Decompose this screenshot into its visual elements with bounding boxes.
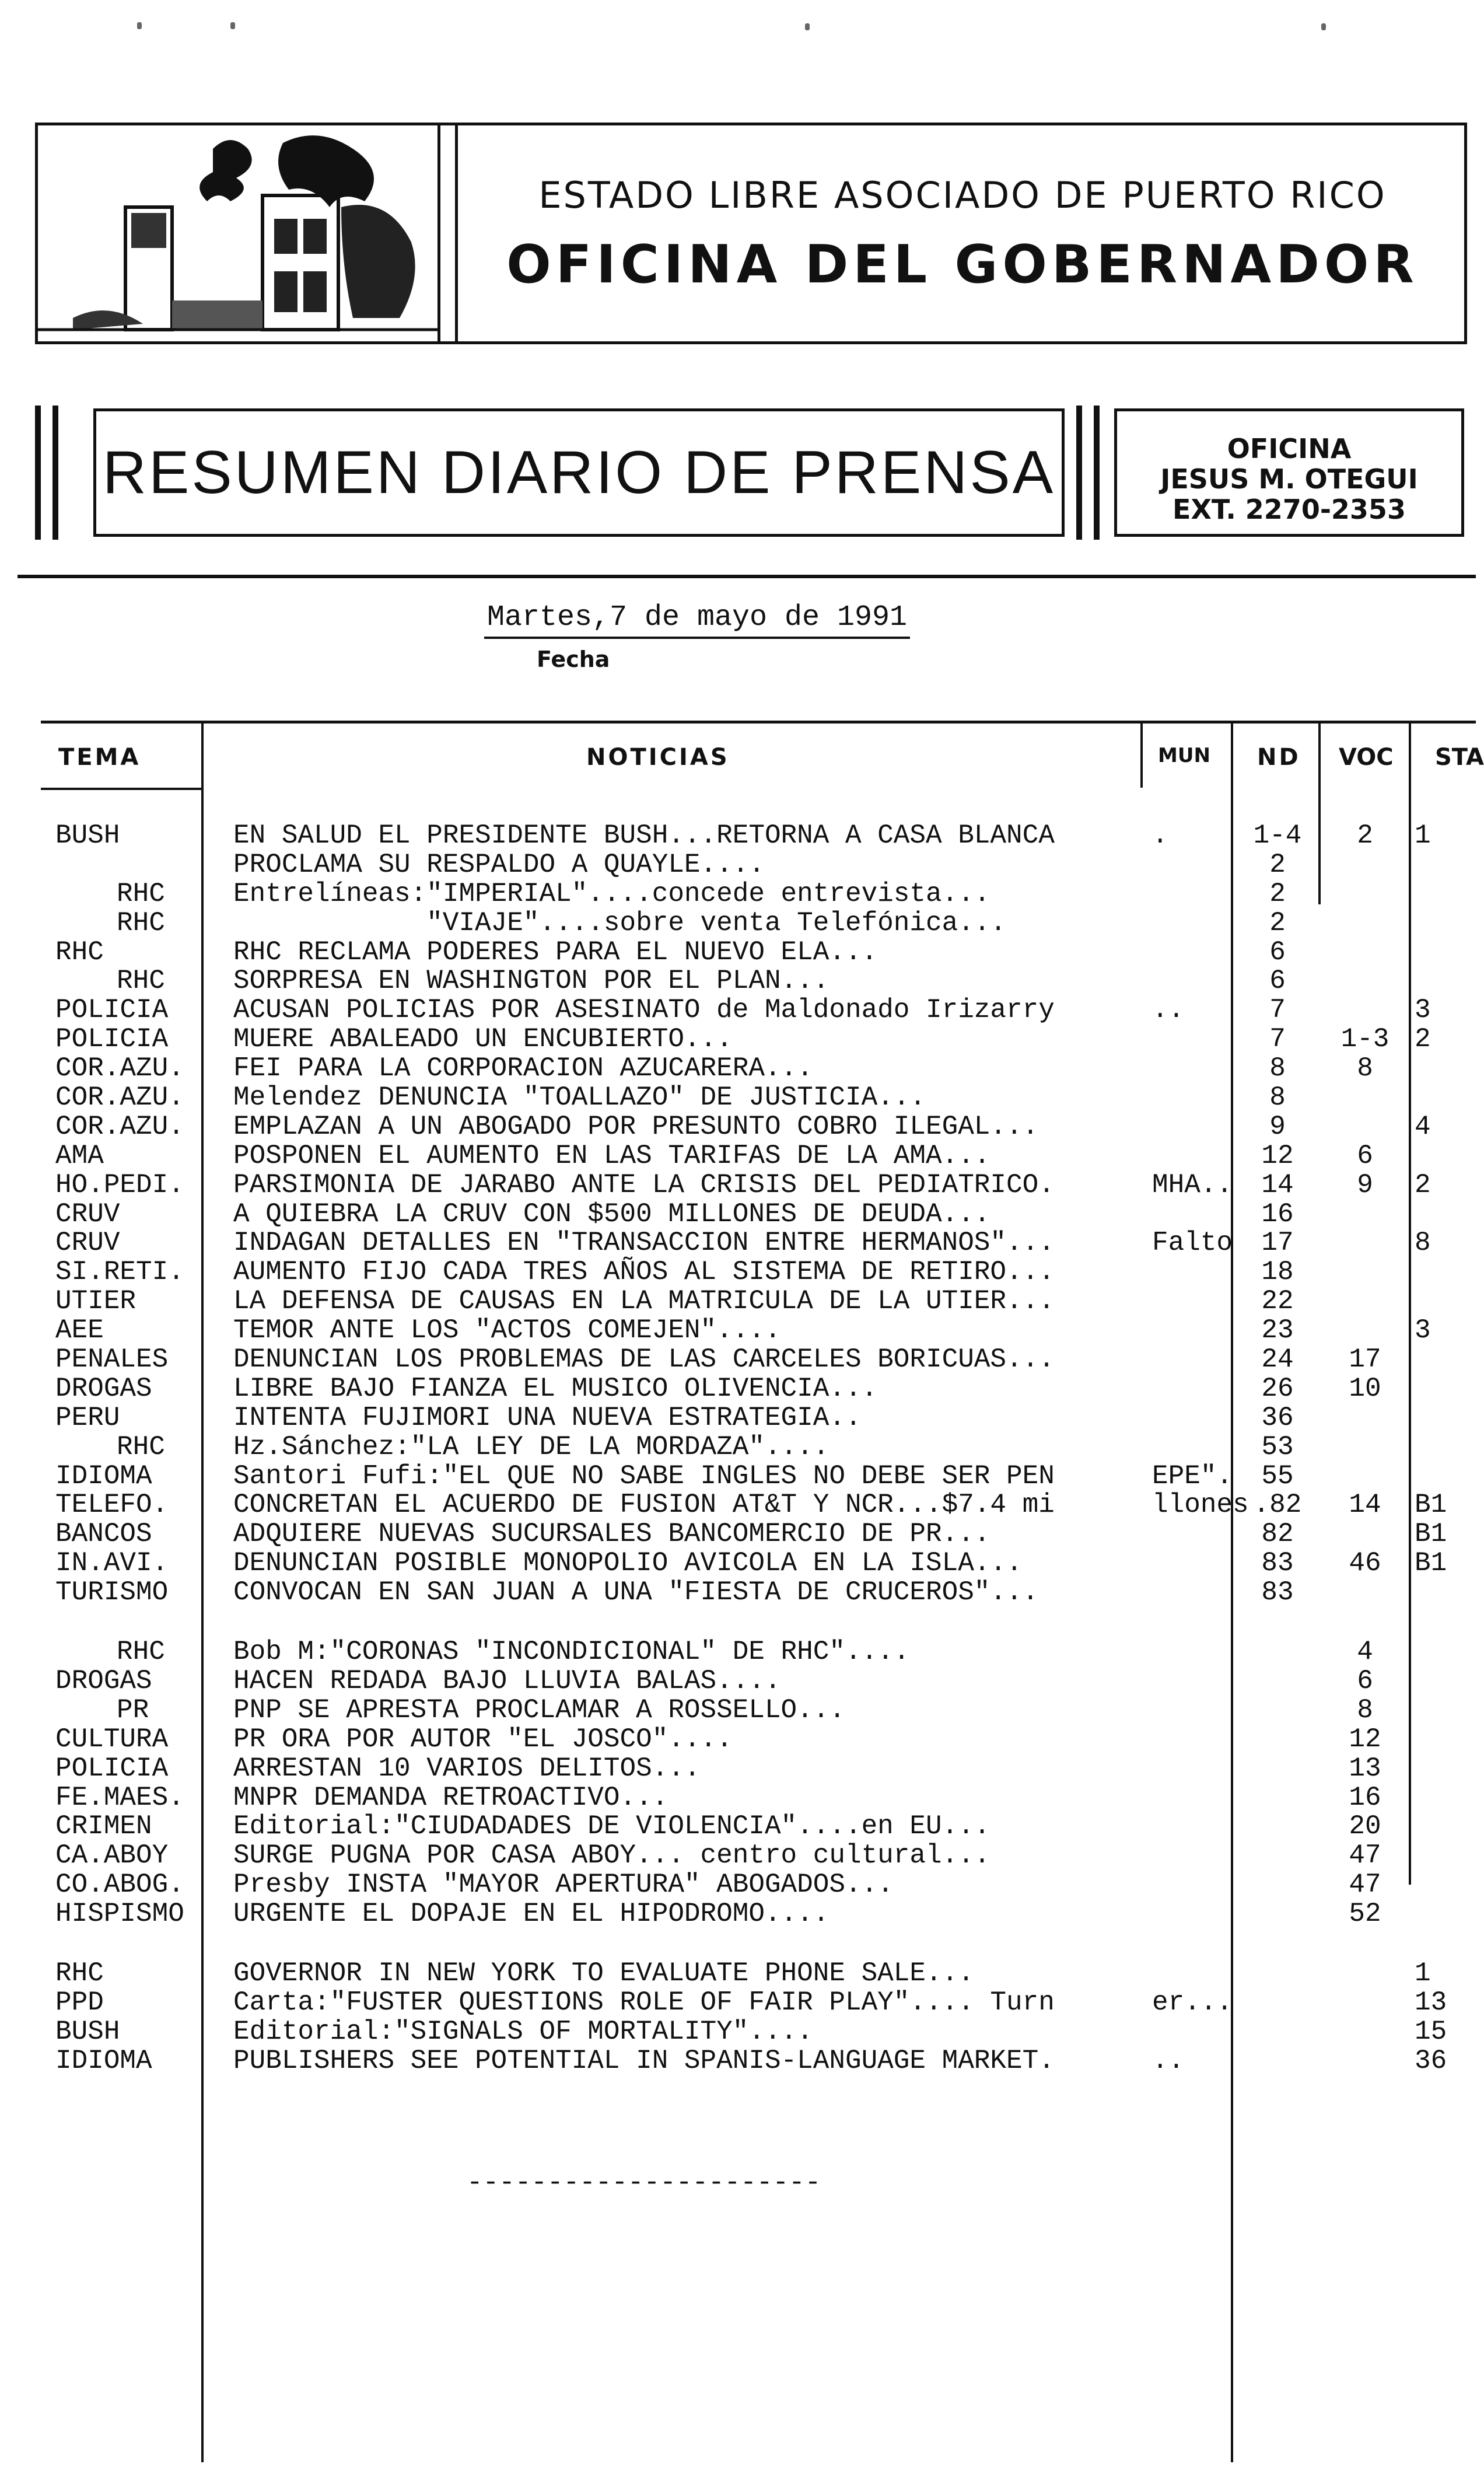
row-tema: RHC <box>117 1431 165 1462</box>
table-row <box>0 1667 1476 1696</box>
row-sta: B1 <box>1415 1490 1447 1521</box>
row-sta: 4 <box>1415 1111 1431 1142</box>
row-sta: 3 <box>1415 995 1431 1026</box>
row-tema: UTIER <box>55 1286 136 1317</box>
row-noticia: PARSIMONIA DE JARABO ANTE LA CRISIS DEL PEDIATRICO. <box>233 1169 1055 1200</box>
row-tema: BANCOS <box>55 1519 152 1550</box>
table-row <box>0 1812 1476 1841</box>
row-noticia: "VIAJE"....sobre venta Telefónica... <box>233 907 1007 938</box>
row-voc: 2 <box>1357 820 1373 851</box>
row-nd: 36 <box>1261 1402 1294 1433</box>
decorative-bar <box>1076 406 1082 540</box>
table-row <box>0 1404 1476 1433</box>
table-row <box>0 1433 1476 1462</box>
row-nd: 16 <box>1261 1198 1294 1229</box>
office-contact-box <box>1114 408 1464 537</box>
row-mun: MHA.. <box>1152 1169 1233 1200</box>
table-row <box>0 1549 1476 1578</box>
row-noticia: ARRESTAN 10 VARIOS DELITOS... <box>233 1753 701 1784</box>
table-row <box>0 1725 1476 1754</box>
row-tema: RHC <box>117 878 165 909</box>
row-voc: 47 <box>1349 1840 1381 1871</box>
letterhead-text <box>455 123 1467 344</box>
row-voc: 46 <box>1349 1548 1381 1579</box>
column-header-noticias: NOTICIAS <box>586 744 730 771</box>
table-row <box>0 2018 1476 2047</box>
row-tema: AEE <box>55 1315 104 1346</box>
row-tema: POLICIA <box>55 1024 169 1055</box>
row-tema: RHC <box>117 966 165 997</box>
row-noticia: Hz.Sánchez:"LA LEY DE LA MORDAZA".... <box>233 1431 830 1462</box>
row-noticia: CONCRETAN EL ACUERDO DE FUSION AT&T Y NCR...$7.4 mi <box>233 1490 1055 1521</box>
row-tema: COR.AZU. <box>55 1053 184 1084</box>
row-noticia: Bob M:"CORONAS "INCONDICIONAL" DE RHC".... <box>233 1637 910 1668</box>
row-voc: 1-3 <box>1340 1024 1390 1055</box>
table-row <box>0 1229 1476 1258</box>
row-tema: CRUV <box>55 1228 120 1259</box>
row-noticia: PR ORA POR AUTOR "EL JOSCO".... <box>233 1724 733 1754</box>
row-noticia: MNPR DEMANDA RETROACTIVO... <box>233 1782 668 1813</box>
row-nd: 23 <box>1261 1315 1294 1346</box>
row-sta: B1 <box>1415 1519 1447 1550</box>
row-noticia: LIBRE BAJO FIANZA EL MUSICO OLIVENCIA... <box>233 1373 878 1404</box>
row-nd: 53 <box>1261 1431 1294 1462</box>
table-row <box>0 1696 1476 1725</box>
row-nd: 17 <box>1261 1228 1294 1259</box>
table-row <box>0 1988 1476 2018</box>
table-row <box>0 1578 1476 1607</box>
row-tema: CO.ABOG. <box>55 1869 184 1900</box>
row-noticia: DENUNCIAN POSIBLE MONOPOLIO AVICOLA EN LA ISLA... <box>233 1548 1023 1579</box>
row-tema: PR <box>117 1694 149 1725</box>
row-noticia: RHC RECLAMA PODERES PARA EL NUEVO ELA... <box>233 936 878 967</box>
table-row <box>0 880 1476 909</box>
row-noticia: INDAGAN DETALLES EN "TRANSACCION ENTRE HERMANOS"... <box>233 1228 1055 1259</box>
row-sta: 3 <box>1415 1315 1431 1346</box>
table-row <box>0 1784 1476 1813</box>
row-voc: 16 <box>1349 1782 1381 1813</box>
row-tema: CA.ABOY <box>55 1840 169 1871</box>
row-noticia: Carta:"FUSTER QUESTIONS ROLE OF FAIR PLAY".... Turn <box>233 1987 1055 2018</box>
row-sta: 36 <box>1415 2045 1447 2076</box>
row-mun: llones <box>1152 1490 1249 1521</box>
row-tema: POLICIA <box>55 995 169 1026</box>
row-voc: 6 <box>1357 1140 1373 1171</box>
row-noticia: Santori Fufi:"EL QUE NO SABE INGLES NO DEBE SER PEN <box>233 1460 1055 1491</box>
table-row <box>0 1462 1476 1491</box>
table-row <box>0 1171 1476 1200</box>
table-row <box>0 909 1476 938</box>
row-tema: BUSH <box>55 2016 120 2047</box>
row-tema: CRIMEN <box>55 1811 152 1842</box>
table-row <box>0 1754 1476 1784</box>
row-tema: IN.AVI. <box>55 1548 169 1579</box>
row-noticia: POSPONEN EL AUMENTO EN LAS TARIFAS DE LA AMA... <box>233 1140 991 1171</box>
row-tema: BUSH <box>55 820 120 851</box>
row-nd: 7 <box>1269 1024 1286 1055</box>
row-tema: TURISMO <box>55 1577 169 1608</box>
row-tema: COR.AZU. <box>55 1082 184 1113</box>
row-nd: 55 <box>1261 1460 1294 1491</box>
column-divider <box>1140 724 1143 788</box>
table-row <box>0 1287 1476 1316</box>
row-nd: 9 <box>1269 1111 1286 1142</box>
row-voc: 17 <box>1349 1344 1381 1375</box>
end-marker: ---------------------- <box>467 2168 821 2198</box>
news-rows <box>0 822 1476 2076</box>
row-noticia: CONVOCAN EN SAN JUAN A UNA "FIESTA DE CRUCEROS"... <box>233 1577 1039 1608</box>
paper-speck <box>230 22 235 29</box>
row-voc: 4 <box>1357 1637 1373 1668</box>
row-voc: 47 <box>1349 1869 1381 1900</box>
row-tema: SI.RETI. <box>55 1257 184 1288</box>
table-row <box>0 1200 1476 1229</box>
row-nd: 12 <box>1261 1140 1294 1171</box>
decorative-bar <box>1094 406 1100 540</box>
row-tema: DROGAS <box>55 1665 152 1696</box>
row-noticia: LA DEFENSA DE CAUSAS EN LA MATRICULA DE LA UTIER... <box>233 1286 1055 1317</box>
row-nd: 6 <box>1269 936 1286 967</box>
row-voc: 12 <box>1349 1724 1381 1754</box>
table-row <box>0 938 1476 967</box>
table-row <box>0 1491 1476 1520</box>
row-nd: 2 <box>1269 849 1286 880</box>
row-nd: 14 <box>1261 1169 1294 1200</box>
row-noticia: EMPLAZAN A UN ABOGADO POR PRESUNTO COBRO ILEGAL... <box>233 1111 1039 1142</box>
header-underline <box>41 788 201 790</box>
decorative-bar <box>52 406 58 540</box>
office-extension: EXT. 2270-2353 <box>1172 494 1406 525</box>
row-voc: 10 <box>1349 1373 1381 1404</box>
table-row <box>0 2047 1476 2076</box>
row-tema: IDIOMA <box>55 2045 152 2076</box>
row-nd: 7 <box>1269 995 1286 1026</box>
column-header-voc: VOC <box>1339 744 1394 771</box>
table-row <box>0 1054 1476 1084</box>
row-sta: 2 <box>1415 1169 1431 1200</box>
office-person: JESUS M. OTEGUI <box>1160 463 1418 495</box>
row-mun: EPE". <box>1152 1460 1233 1491</box>
row-noticia: Editorial:"CIUDADADES DE VIOLENCIA"....en EU... <box>233 1811 991 1842</box>
row-tema: COR.AZU. <box>55 1111 184 1142</box>
table-row <box>0 1142 1476 1171</box>
row-mun: er... <box>1152 1987 1233 2018</box>
table-row <box>0 822 1476 851</box>
row-noticia: FEI PARA LA CORPORACION AZUCARERA... <box>233 1053 813 1084</box>
row-noticia: ACUSAN POLICIAS POR ASESINATO de Maldonado Irizarry <box>233 995 1055 1026</box>
row-noticia: SURGE PUGNA POR CASA ABOY... centro cultural... <box>233 1840 991 1871</box>
row-noticia: PNP SE APRESTA PROCLAMAR A ROSSELLO... <box>233 1694 845 1725</box>
table-row <box>0 1959 1476 1988</box>
row-noticia: PROCLAMA SU RESPALDO A QUAYLE.... <box>233 849 765 880</box>
row-nd: 2 <box>1269 878 1286 909</box>
horizontal-rule <box>18 575 1476 578</box>
row-tema: RHC <box>117 1637 165 1668</box>
table-row <box>0 1084 1476 1113</box>
paper-speck <box>137 22 142 29</box>
row-sta: 8 <box>1415 1228 1431 1259</box>
row-nd: 83 <box>1261 1577 1294 1608</box>
row-nd: 6 <box>1269 966 1286 997</box>
row-tema: CULTURA <box>55 1724 169 1754</box>
row-tema: PPD <box>55 1987 104 2018</box>
column-header-nd: ND <box>1257 744 1301 771</box>
row-noticia: AUMENTO FIJO CADA TRES AÑOS AL SISTEMA DE RETIRO... <box>233 1257 1055 1288</box>
table-row <box>0 1841 1476 1871</box>
table-row <box>0 1900 1476 1929</box>
row-sta: B1 <box>1415 1548 1447 1579</box>
row-tema: FE.MAES. <box>55 1782 184 1813</box>
date-value: Martes,7 de mayo de 1991 <box>484 601 910 639</box>
paper-speck <box>805 23 810 30</box>
row-nd: 24 <box>1261 1344 1294 1375</box>
row-voc: 8 <box>1357 1694 1373 1725</box>
group-gap <box>0 1929 1476 1959</box>
row-noticia: Melendez DENUNCIA "TOALLAZO" DE JUSTICIA... <box>233 1082 926 1113</box>
row-nd: 22 <box>1261 1286 1294 1317</box>
row-noticia: HACEN REDADA BAJO LLUVIA BALAS.... <box>233 1665 781 1696</box>
row-noticia: GOVERNOR IN NEW YORK TO EVALUATE PHONE SALE... <box>233 1958 974 1988</box>
row-noticia: ADQUIERE NUEVAS SUCURSALES BANCOMERCIO DE PR... <box>233 1519 991 1550</box>
column-header-sta: STA <box>1435 744 1484 771</box>
row-tema: POLICIA <box>55 1753 169 1784</box>
row-noticia: INTENTA FUJIMORI UNA NUEVA ESTRATEGIA.. <box>233 1402 862 1433</box>
table-row <box>0 1871 1476 1900</box>
row-sta: 15 <box>1415 2016 1447 2047</box>
table-row <box>0 1638 1476 1667</box>
row-tema: HO.PEDI. <box>55 1169 184 1200</box>
row-mun: .. <box>1152 2045 1185 2076</box>
row-tema: HISPISMO <box>55 1899 184 1930</box>
table-row <box>0 1258 1476 1287</box>
row-nd: 2 <box>1269 907 1286 938</box>
row-noticia: URGENTE EL DOPAJE EN EL HIPODROMO.... <box>233 1899 830 1930</box>
row-noticia: PUBLISHERS SEE POTENTIAL IN SPANIS-LANGUAGE MARKET. <box>233 2045 1055 2076</box>
table-row <box>0 1520 1476 1549</box>
row-nd: 1-4 <box>1253 820 1302 851</box>
row-nd: .82 <box>1253 1490 1302 1521</box>
table-row <box>0 1316 1476 1345</box>
row-tema: PENALES <box>55 1344 169 1375</box>
table-row <box>0 1375 1476 1404</box>
row-noticia: DENUNCIAN LOS PROBLEMAS DE LAS CARCELES BORICUAS... <box>233 1344 1055 1375</box>
row-mun: . <box>1152 820 1168 851</box>
row-voc: 6 <box>1357 1665 1373 1696</box>
table-row <box>0 1025 1476 1054</box>
date-label: Fecha <box>537 646 610 672</box>
row-noticia: MUERE ABALEADO UN ENCUBIERTO... <box>233 1024 733 1055</box>
row-tema: RHC <box>55 936 104 967</box>
row-nd: 18 <box>1261 1257 1294 1288</box>
row-voc: 14 <box>1349 1490 1381 1521</box>
decorative-bar <box>35 406 41 540</box>
row-voc: 8 <box>1357 1053 1373 1084</box>
row-noticia: Editorial:"SIGNALS OF MORTALITY".... <box>233 2016 813 2047</box>
row-tema: RHC <box>117 907 165 938</box>
row-nd: 8 <box>1269 1053 1286 1084</box>
row-voc: 52 <box>1349 1899 1381 1930</box>
table-row <box>0 851 1476 880</box>
row-nd: 8 <box>1269 1082 1286 1113</box>
commonwealth-name: ESTADO LIBRE ASOCIADO DE PUERTO RICO <box>538 174 1387 216</box>
table-row <box>0 1113 1476 1142</box>
row-sta: 1 <box>1415 820 1431 851</box>
row-noticia: TEMOR ANTE LOS "ACTOS COMEJEN".... <box>233 1315 781 1346</box>
row-sta: 1 <box>1415 1958 1431 1988</box>
row-tema: RHC <box>55 1958 104 1988</box>
row-mun: .. <box>1152 995 1185 1026</box>
row-noticia: A QUIEBRA LA CRUV CON $500 MILLONES DE DEUDA... <box>233 1198 991 1229</box>
row-noticia: Presby INSTA "MAYOR APERTURA" ABOGADOS... <box>233 1869 894 1900</box>
governor-mansion-engraving <box>35 123 440 344</box>
row-tema: IDIOMA <box>55 1460 152 1491</box>
row-tema: DROGAS <box>55 1373 152 1404</box>
table-row <box>0 996 1476 1025</box>
paper-speck <box>1321 23 1326 30</box>
row-tema: AMA <box>55 1140 104 1171</box>
row-nd: 83 <box>1261 1548 1294 1579</box>
row-tema: TELEFO. <box>55 1490 169 1521</box>
row-voc: 20 <box>1349 1811 1381 1842</box>
row-sta: 2 <box>1415 1024 1431 1055</box>
column-header-tema: TEMA <box>58 744 141 771</box>
row-mun: Falto <box>1152 1228 1233 1259</box>
row-tema: CRUV <box>55 1198 120 1229</box>
row-tema: PERU <box>55 1402 120 1433</box>
table-row <box>0 1345 1476 1375</box>
banner-title: RESUMEN DIARIO DE PRENSA <box>93 408 1065 537</box>
row-voc: 13 <box>1349 1753 1381 1784</box>
row-noticia: Entrelíneas:"IMPERIAL"....concede entrevista... <box>233 878 991 909</box>
row-nd: 26 <box>1261 1373 1294 1404</box>
row-voc: 9 <box>1357 1169 1373 1200</box>
row-sta: 13 <box>1415 1987 1447 2018</box>
column-header-mun: MUN <box>1158 744 1210 767</box>
row-noticia: SORPRESA EN WASHINGTON POR EL PLAN... <box>233 966 830 997</box>
row-noticia: EN SALUD EL PRESIDENTE BUSH...RETORNA A CASA BLANCA <box>233 820 1055 851</box>
office-name: OFICINA DEL GOBERNADOR <box>506 234 1419 295</box>
row-nd: 82 <box>1261 1519 1294 1550</box>
table-row <box>0 967 1476 996</box>
office-label: OFICINA <box>1227 433 1352 464</box>
group-gap <box>0 1607 1476 1638</box>
